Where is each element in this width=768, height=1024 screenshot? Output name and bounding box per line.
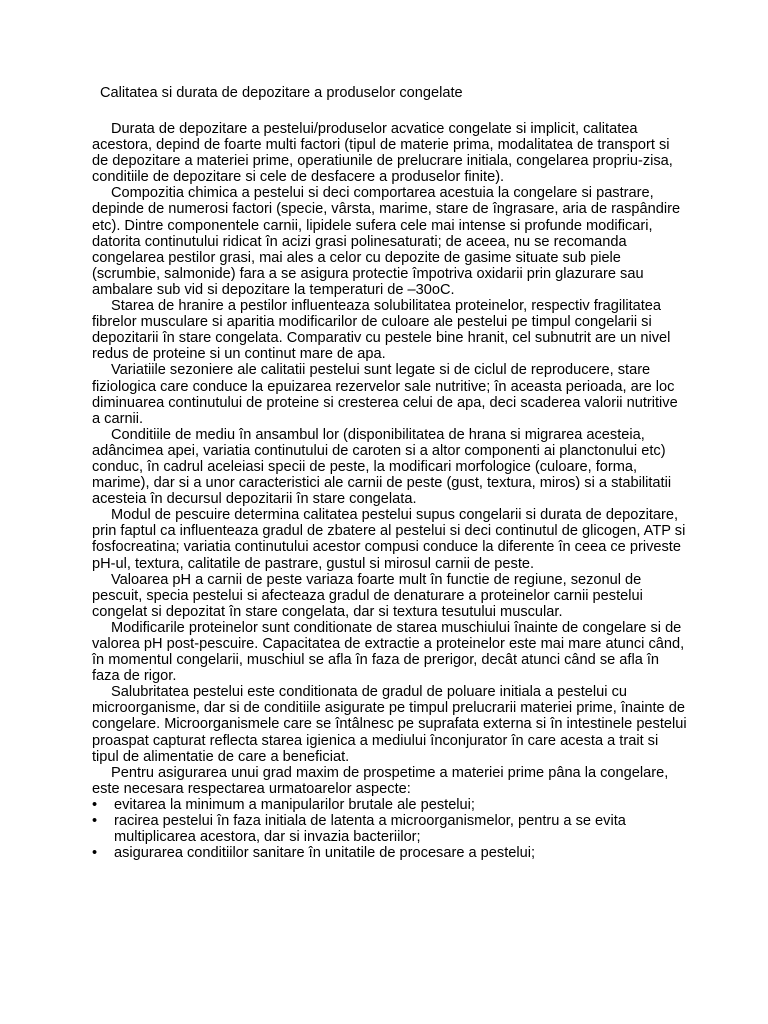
paragraph-feeding-state: Starea de hranire a pestilor influenteaza solubilitatea proteinelor, respectiv fragilitatea fibrelor musculare si aparitia modificarilor de culoare ale pestelui pe timpul congelarii si depozitarii în stare congelata. Comparativ cu pestele bine hranit, cel subnutrit are un nivel redus de proteine si un continut mare de apa.	[92, 298, 671, 363]
list-item	[92, 813, 688, 845]
bullet-icon: •	[92, 845, 98, 862]
paragraph-environment-conditions: Conditiile de mediu în ansambul lor (disponibilitatea de hrana si migrarea acesteia, adâncimea apei, variatia continutului de caroten si a altor componenti ai planctonului etc) conduc, în cadrul aceleiasi specii de peste, la modificari morfologice (culoare, forma, marime), dar si a unor caracteristici ale carnii de peste (gust, textura, miros) si a stabilitatii acesteia în decursul depozitarii în stare congelata.	[92, 426, 672, 508]
paragraph-seasonal-variation: Variatiile sezoniere ale calitatii pestelui sunt legate si de ciclul de reproducere, stare fiziologica care conduce la epuizarea rezervelor sale nutritive; în aceasta perioada, are loc diminuarea continutului de proteine si cresterea celui de apa, deci scaderea valorii nutritive a carnii.	[92, 362, 678, 427]
paragraph-freshness-intro: Pentru asigurarea unui grad maxim de prospetime a materiei prime pâna la congelare, este necesara respectarea urmatoarelor aspecte:	[92, 764, 669, 797]
paragraph-storage-duration: Durata de depozitare a pestelui/produselor acvatice congelate si implicit, calitatea acestora, depind de foarte multi factori (tipul de materie prima, modalitatea de transport si de depozitare a materiei prime, operatiunile de prelucrare initiala, congelarea propriu-zisa, conditiile de depozitare si cele de desfacere a produselor finite).	[92, 121, 673, 186]
paragraph-chemical-composition: Compozitia chimica a pestelui si deci comportarea acestuia la congelare si pastrare, depinde de numerosi factori (specie, vârsta, marime, stare de îngrasare, aria de raspândire etc). Dintre componentele carnii, lipidele sufera cele mai intense si profunde modificari, datorita continutului ridicat în acizi grasi polinesaturati; de aceea, nu se recomanda congelarea pestilor grasi, mai ales a celor cu depozite de gasime situate sub piele (scrumbie, salmonide) fara a se asigura protectie împotriva oxidarii prin glazurare sau ambalare sub vid si depozitare la temperaturi de –30oC.	[92, 185, 681, 298]
paragraph-ph-value: Valoarea pH a carnii de peste variaza foarte mult în functie de regiune, sezonul de pescuit, specia pestelui si afecteaza gradul de denaturare a proteinelor carnii pestelui congelat si depozitat în stare congelata, dar si textura tesutului muscular.	[92, 571, 643, 620]
document-title: Calitatea si durata de depozitare a produselor congelate	[100, 85, 463, 101]
list-item-text: asigurarea conditiilor sanitare în unitatile de procesare a pestelui;	[114, 845, 536, 862]
list-item	[92, 845, 688, 861]
freshness-aspects-list	[92, 797, 688, 861]
paragraph-fish-salubrity: Salubritatea pestelui este conditionata de gradul de poluare initiala a pestelui cu microorganisme, dar si de conditiile asigurate pe timpul prelucrarii materiei prime, înainte de congelare. Microorganismele care se întâlnesc pe suprafata externa si în intestinele pestelui proaspat capturat reflecta starea igienica a mediului înconjurator în care acesta a trait si tipul de alimentatie de care a beneficiat.	[92, 684, 687, 765]
list-item-text: racirea pestelui în faza initiala de latenta a microorganismelor, pentru a se evita multiplicarea acestora, dar si invazia bacteriilor;	[114, 813, 626, 846]
paragraph-protein-changes: Modificarile proteinelor sunt conditionate de starea muschiului înainte de congelare si de valorea pH post-pescuire. Capacitatea de extractie a proteinelor este mai mare atunci când, în momentul congelarii, muschiul se afla în faza de prerigor, decât atunci când se afla în faza de rigor.	[92, 619, 685, 685]
bullet-icon: •	[92, 796, 98, 813]
list-item-text: evitarea la minimum a manipularilor brutale ale pestelui;	[114, 796, 475, 813]
document-page	[92, 84, 688, 861]
list-item	[92, 797, 688, 813]
document-body	[92, 121, 688, 861]
bullet-icon: •	[92, 813, 98, 830]
paragraph-fishing-method: Modul de pescuire determina calitatea pestelui supus congelarii si durata de depozitare, prin faptul ca influenteaza gradul de zbatere al pestelui si deci continutul de glicogen, ATP si fosfocreatina; variatia continutului acestor compusi conduce la diferente în ceea ce priveste pH-ul, textura, calitatile de pastrare, gustul si mirosul carnii de peste.	[92, 507, 686, 572]
